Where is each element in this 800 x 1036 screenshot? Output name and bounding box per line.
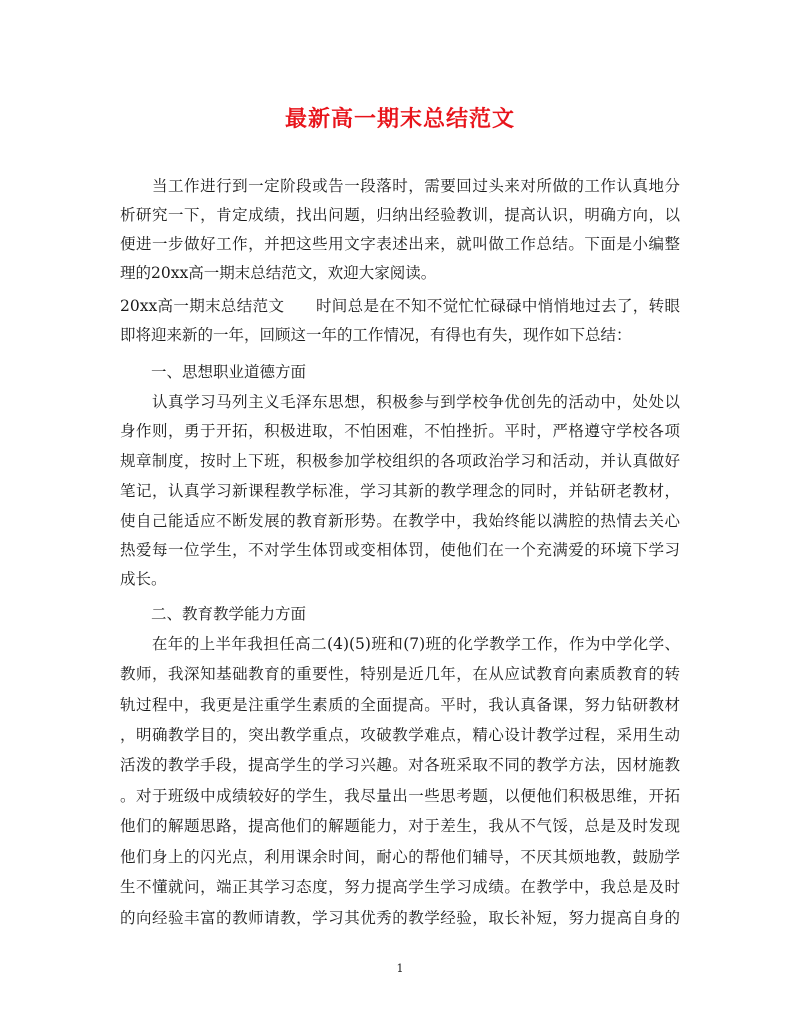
body-line: 析研究一下，肯定成绩，找出问题，归纳出经验教训，提高认识，明确方向，以: [120, 206, 680, 224]
body-line: 热爱每一位学生，不对学生体罚或变相体罚，使他们在一个充满爱的环境下学习: [120, 541, 680, 559]
body-line: 使自己能适应不断发展的教育新形势。在教学中，我始终能以满腔的热情去关心: [120, 512, 680, 530]
body-line: 的向经验丰富的教师请教，学习其优秀的教学经验，取长补短，努力提高自身的: [120, 909, 680, 927]
body-line: 活泼的教学手段，提高学生的学习兴趣。对各班采取不同的教学方法，因材施教: [120, 756, 680, 774]
body-line: 身作则，勇于开拓，积极进取，不怕困难，不怕挫折。平时，严格遵守学校各项: [120, 422, 680, 440]
body-line: 他们身上的闪光点，利用课余时间，耐心的帮他们辅导，不厌其烦地教，鼓励学: [120, 848, 680, 866]
section-heading: 一、思想职业道德方面: [120, 363, 307, 381]
body-line: 即将迎来新的一年，回顾这一年的工作情况，有得也有失，现作如下总结：: [120, 326, 632, 344]
body-line: 轨过程中，我更是注重学生素质的全面提高。平时，我认真备课，努力钻研教材: [120, 696, 680, 714]
section-heading: 二、教育教学能力方面: [120, 605, 307, 623]
document-title: 最新高一期末总结范文: [284, 106, 515, 132]
body-line: 便进一步做好工作，并把这些用文字表述出来，就叫做工作总结。下面是小编整: [120, 235, 680, 253]
body-line: 教师，我深知基础教育的重要性，特别是近几年，在从应试教育向素质教育的转: [120, 665, 680, 683]
body-line: 。对于班级中成绩较好的学生，我尽量出一些思考题，以便他们积极思维，开拓: [120, 787, 680, 805]
body-line: 理的20xx高一期末总结范文，欢迎大家阅读。: [120, 264, 437, 282]
body-line: 笔记，认真学习新课程教学标准，学习其新的教学理念的同时，并钻研老教材，: [120, 482, 680, 500]
body-line: 成长。: [120, 570, 167, 588]
body-line: 20xx高一期末总结范文 时间总是在不知不觉忙忙碌碌中悄悄地过去了，转眼: [120, 297, 680, 315]
body-line: 在年的上半年我担任高二(4)(5)班和(7)班的化学教学工作，作为中学化学、: [120, 635, 680, 653]
body-line: 生不懂就问，端正其学习态度，努力提高学生学习成绩。在教学中，我总是及时: [120, 878, 680, 896]
body-line: 他们的解题思路，提高他们的解题能力，对于差生，我从不气馁，总是及时发现: [120, 817, 680, 835]
body-line: 当工作进行到一定阶段或告一段落时，需要回过头来对所做的工作认真地分: [120, 177, 680, 195]
body-line: 认真学习马列主义毛泽东思想，积极参与到学校争优创先的活动中，处处以: [120, 393, 680, 411]
body-line: ，明确教学目的，突出教学重点，攻破教学难点，精心设计教学过程，采用生动: [120, 726, 680, 744]
body-line: 规章制度，按时上下班，积极参加学校组织的各项政治学习和活动，并认真做好: [120, 452, 680, 470]
page-number: 1: [396, 962, 404, 975]
